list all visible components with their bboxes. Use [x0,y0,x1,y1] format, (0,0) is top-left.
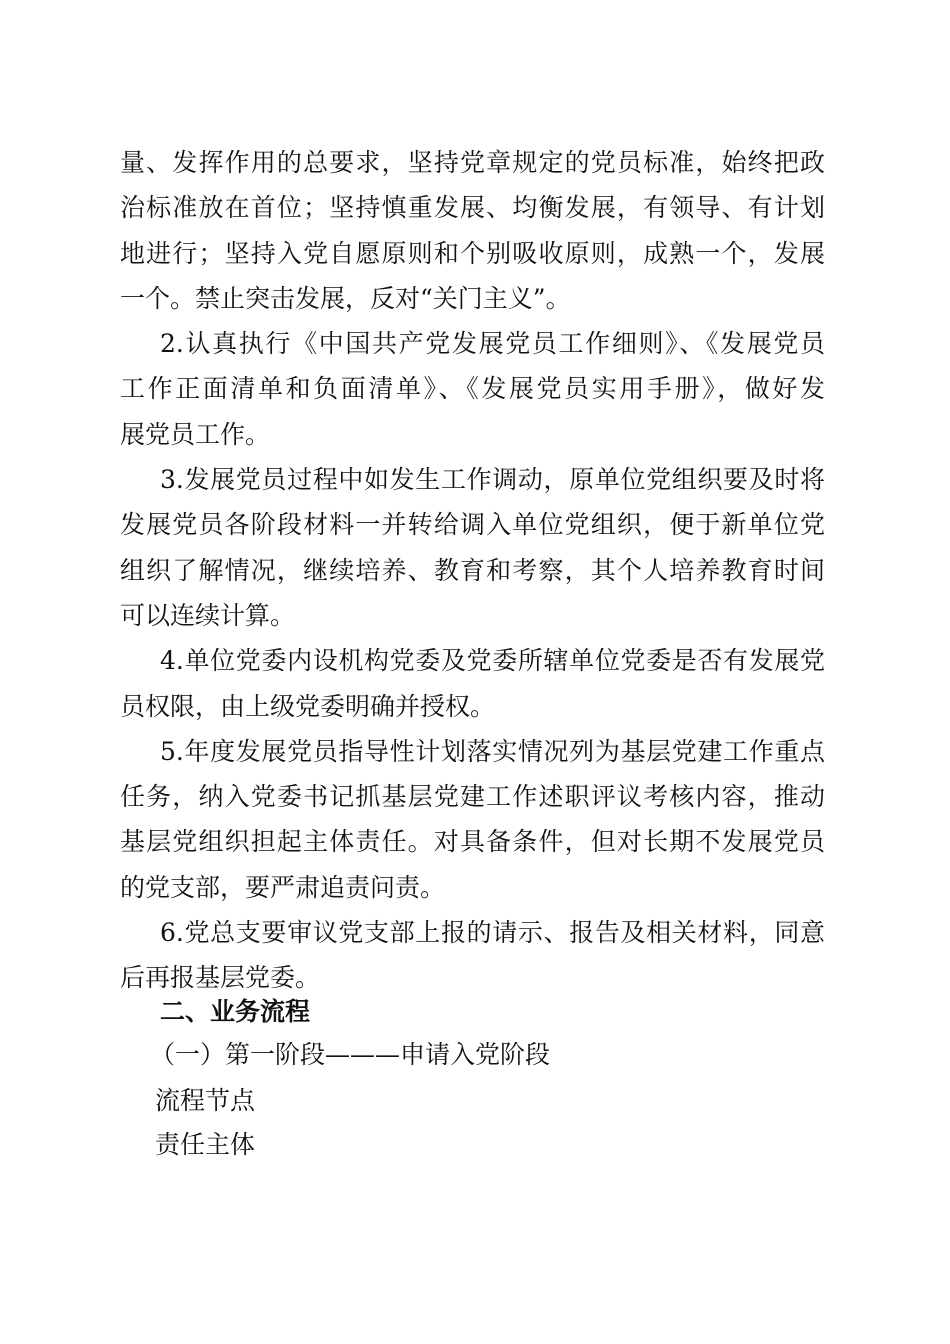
text-line: 治标准放在首位；坚持慎重发展、均衡发展，有领导、有计划 [120,193,825,223]
item-responsible-party: 责任主体 [155,1130,256,1159]
paragraph-5 [120,729,825,910]
text-line: 任务，纳入党委书记抓基层党建工作述职评议考核内容，推动 [120,782,825,812]
paragraph-4 [120,638,825,729]
text-line: 量、发挥作用的总要求，坚持党章规定的党员标准，始终把政 [120,148,825,177]
body-text [120,140,825,1001]
text-line: 2.认真执行《中国共产党发展党员工作细则》、《发展党员 [160,329,825,359]
text-line: 展党员工作。 [120,419,271,449]
text-line: 可以连续计算。 [120,600,296,630]
text-line: 基层党组织担起主体责任。对具备条件，但对长期不发展党员 [120,827,825,857]
text-line: 的党支部，要严肃追责问责。 [120,872,446,902]
text-line: 地进行；坚持入党自愿原则和个别吸收原则，成熟一个，发展 [120,238,825,268]
item-process-node: 流程节点 [155,1086,256,1115]
paragraph-6 [120,910,825,1001]
text-line: 发展党员各阶段材料一并转给调入单位党组织，便于新单位党 [120,510,825,540]
subsection-heading: （一）第一阶段———申请入党阶段 [150,1040,551,1069]
text-line: 5.年度发展党员指导性计划落实情况列为基层党建工作重点 [160,736,825,766]
text-line: 组织了解情况，继续培养、教育和考察，其个人培养教育时间 [120,555,825,585]
section-heading: 二、业务流程 [160,997,311,1026]
text-line: 3.发展党员过程中如发生工作调动，原单位党组织要及时将 [160,465,825,495]
text-line: 4.单位党委内设机构党委及党委所辖单位党委是否有发展党 [160,646,825,676]
text-line: 6.党总支要审议党支部上报的请示、报告及相关材料，同意 [160,918,825,948]
text-line: 后再报基层党委。 [120,963,321,993]
paragraph-2 [120,321,825,457]
paragraph-3 [120,457,825,638]
text-line: 工作正面清单和负面清单》、《发展党员实用手册》，做好发 [120,374,825,404]
text-line: 员权限，由上级党委明确并授权。 [120,691,496,721]
paragraph-1 [120,140,825,321]
text-line: 一个。禁止突击发展，反对“关门主义”。 [120,283,571,313]
